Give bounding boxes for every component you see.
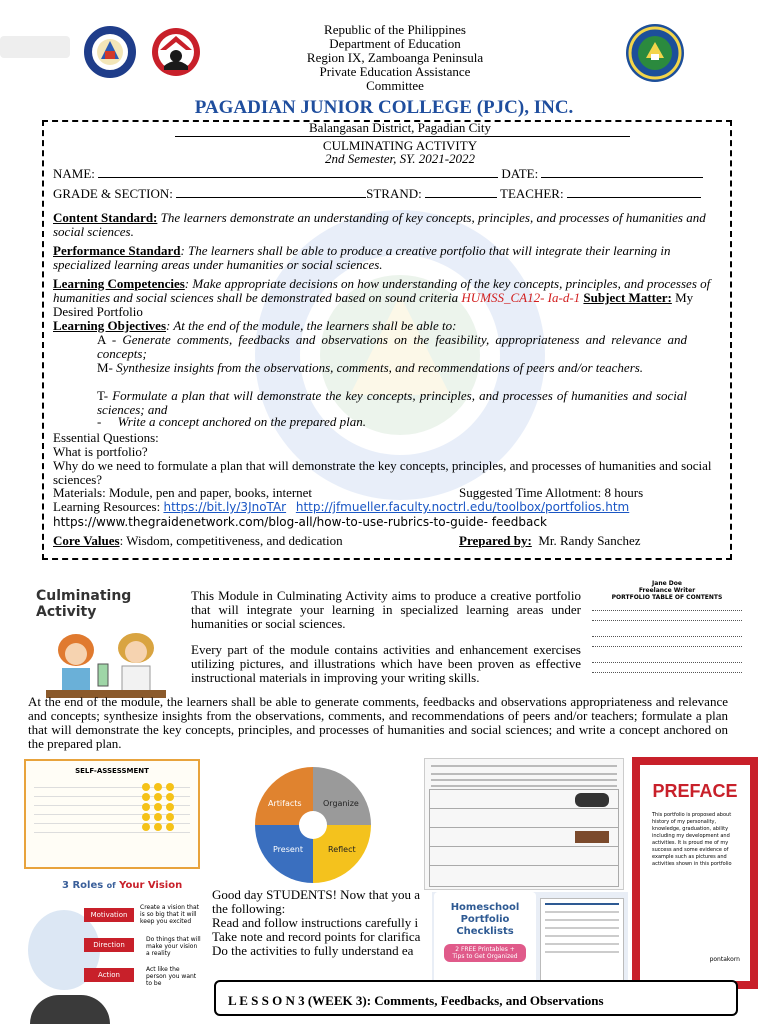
- objective-t: T- Formulate a plan that will demonstrate the key concepts, principles, and processes of humanities and social sciences; and: [97, 388, 687, 417]
- objective-write: - Write a concept anchored on the prepared plan.: [97, 414, 366, 429]
- learning-objectives: Learning Objectives: At the end of the module, the learners shall be able to:: [53, 318, 457, 333]
- resource-link-2[interactable]: http://jfmueller.faculty.noctrl.edu/toolbox/portfolios.htm: [295, 500, 630, 514]
- portfolio-toc-thumbnail: Jane Doe Freelance Writer PORTFOLIO TABLE OF CONTENTS: [592, 580, 742, 695]
- greeting-line-5: Do the activities to fully understand ea: [212, 943, 414, 958]
- objective-m: M- Synthesize insights from the observations, comments, and recommendations of peers and/or teachers.: [97, 360, 644, 375]
- intro-paragraph-3: At the end of the module, the learners shall be able to generate comments, feedbacks and observations appropriateness and relevance and concepts; synthesize insights from the observations, comments, and recommendations of peers and/or teachers; formulate a plan that will demonstrate the key concepts, principles, and processes of humanities and social sciences; and write a concept anchored on the prepared plan.: [28, 694, 728, 751]
- school-name: PAGADIAN JUNIOR COLLEGE (PJC), INC.: [194, 97, 574, 118]
- greeting-line-3: Read and follow instructions carefully i: [212, 915, 419, 930]
- culminating-activity-image: Culminating Activity: [36, 588, 176, 688]
- subject-matter-value: My Desired Portfolio: [53, 290, 694, 319]
- self-assessment-image: SELF-ASSESSMENT: [24, 759, 200, 869]
- pjc-seal-icon: [626, 24, 684, 82]
- strand-field[interactable]: [425, 188, 497, 198]
- address-rule: [175, 136, 630, 137]
- semester-label: 2nd Semester, SY. 2021-2022: [324, 151, 476, 166]
- date-label: DATE:: [501, 166, 539, 181]
- core-values-label: Core Values: [53, 533, 120, 548]
- date-field[interactable]: [541, 168, 703, 178]
- portfolio-cycle-image: Artifacts Organize Present Reflect: [208, 757, 418, 889]
- homeschool-checklist-image: Homeschool Portfolio Checklists 2 FREE Printables + Tips to Get Organized: [432, 892, 628, 1012]
- header-republic: Republic of the Philippines: [324, 22, 466, 37]
- peac-logo-icon: [150, 26, 202, 78]
- header-department: Department of Education: [329, 36, 461, 51]
- scan-smudge: [0, 36, 70, 58]
- lesson-banner: [214, 980, 738, 1016]
- question-1: What is portfolio?: [53, 444, 148, 459]
- three-roles-image: 3 Roles of Your Vision Motivation Direction Action Create a vision that is so big that it will keep you excited Do things that will make your vision a reality Act like the person you want to be: [22, 880, 204, 992]
- resources-label: Learning Resources:: [53, 499, 161, 514]
- teacher-field[interactable]: [567, 188, 701, 198]
- resource-link-1[interactable]: https://bit.ly/3JnoTAr: [163, 500, 287, 514]
- materials: Materials: Module, pen and paper, books, internet: [53, 485, 313, 500]
- grade-section-field[interactable]: [176, 188, 366, 198]
- person-figure-image: [30, 995, 110, 1024]
- time-allotment: Suggested Time Allotment: 8 hours: [459, 485, 644, 500]
- core-values-text: : Wisdom, competitiveness, and dedication: [119, 533, 343, 548]
- greeting-line-4: Take note and record points for clarifica: [212, 929, 421, 944]
- school-address: Balangasan District, Pagadian City: [309, 120, 491, 135]
- teacher-label: TEACHER:: [500, 186, 564, 201]
- question-2: Why do we need to formulate a plan that will demonstrate the key concepts, principles, and processes of humanities and social sciences?: [53, 458, 712, 487]
- activity-title: CULMINATING ACTIVITY: [322, 138, 478, 153]
- name-field[interactable]: [98, 168, 498, 178]
- greeting-line-2: the following:: [212, 901, 286, 916]
- header-committee: Committee: [366, 78, 424, 93]
- strand-label: STRAND:: [366, 186, 422, 201]
- performance-standard: Performance Standard: The learners shall be able to produce a creative portfolio that will integrate their learning in specialized learning areas under humanities or social sciences.: [53, 243, 671, 272]
- name-label: NAME:: [53, 166, 95, 181]
- intro-paragraph-1: This Module in Culminating Activity aims to produce a creative portfolio that will integrate your learning in specialized learning areas under humanities or social sciences.: [191, 588, 581, 631]
- essential-questions-label: Essential Questions:: [53, 430, 159, 445]
- objective-a: A - Generate comments, feedbacks and observations on the feasibility, appropriateness and relevance and concepts;: [97, 332, 688, 361]
- prepared-by-name: Mr. Randy Sanchez: [538, 533, 641, 548]
- preface-image: PREFACE This portfolio is proposed about history of my personality, knowledge, graduation, ability including my development and activities. It is proud me of my success and some evidence of example such as pictures and activities shown in this portfolio pontakorn: [632, 757, 758, 989]
- greeting-line-1: Good day STUDENTS! Now that you a: [212, 888, 420, 902]
- intro-paragraph-2: Every part of the module contains activities and enhancement exercises utilizing pictures, and illustrations which have been proven as effective instructional materials in improving your writing skills.: [191, 642, 581, 685]
- content-standard: Content Standard: The learners demonstrate an understanding of key concepts, principles, and processes of humanities and social sciences.: [53, 210, 706, 239]
- lesson-title: L E S S O N 3 (WEEK 3): Comments, Feedbacks, and Observations: [228, 993, 604, 1008]
- learning-competencies: Learning Competencies: Make appropriate decisions on how understanding of the key concepts, principles, and processes of humanities and social sciences shall be demonstrated based on sound criteria HUMSS_CA12- Ia-d-1 Subject Matter: My Desired Portfolio: [53, 276, 711, 319]
- deped-seal-icon: [84, 26, 136, 78]
- grade-section-label: GRADE & SECTION:: [53, 186, 173, 201]
- subject-matter-label: Subject Matter:: [583, 290, 672, 305]
- prepared-by-label: Prepared by:: [459, 533, 532, 548]
- header-region: Region IX, Zamboanga Peninsula: [306, 50, 484, 65]
- resource-link-3[interactable]: https://www.thegraidenetwork.com/blog-all/how-to-use-rubrics-to-guide- feedback: [53, 515, 547, 529]
- header-peac: Private Education Assistance: [319, 64, 471, 79]
- competency-code: HUMSS_CA12- Ia-d-1: [461, 290, 581, 305]
- document-sample-image: [424, 758, 624, 890]
